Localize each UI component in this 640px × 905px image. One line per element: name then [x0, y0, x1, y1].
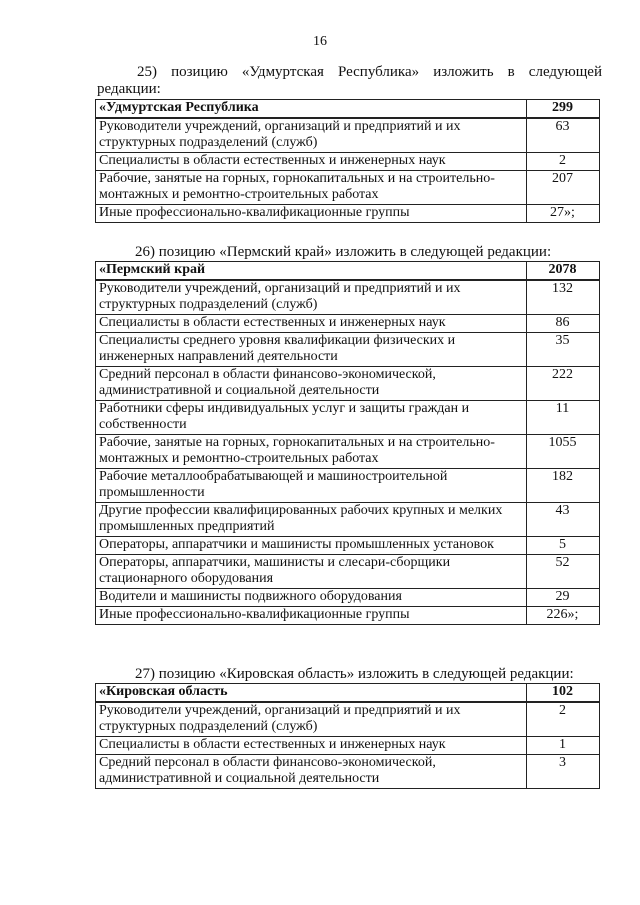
group-name-cell: Рабочие металлообрабатывающей и машиностроительной промышленности: [96, 469, 527, 503]
table-row: [96, 367, 600, 401]
group-count-cell: 86: [527, 315, 600, 333]
table-row: [96, 555, 600, 589]
group-count-cell: 226»;: [527, 607, 600, 625]
table-row: [96, 503, 600, 537]
section-25-table: [95, 99, 600, 223]
group-count-cell: 1: [527, 737, 600, 755]
table-row: [96, 315, 600, 333]
group-name-cell: Руководители учреждений, организаций и предприятий и их структурных подразделений (служб): [96, 280, 527, 315]
region-name-cell: «Кировская область: [96, 684, 527, 703]
group-name-cell: Иные профессионально-квалификационные группы: [96, 205, 527, 223]
region-name-cell: «Пермский край: [96, 262, 527, 281]
table-row: [96, 171, 600, 205]
table-row: [96, 401, 600, 435]
table-header-row: [96, 262, 600, 281]
table-row: [96, 607, 600, 625]
table-row: [96, 435, 600, 469]
group-count-cell: 29: [527, 589, 600, 607]
group-name-cell: Операторы, аппаратчики, машинисты и слесари-сборщики стационарного оборудования: [96, 555, 527, 589]
table-row: [96, 118, 600, 153]
group-count-cell: 27»;: [527, 205, 600, 223]
group-name-cell: Руководители учреждений, организаций и предприятий и их структурных подразделений (служб): [96, 118, 527, 153]
group-count-cell: 207: [527, 171, 600, 205]
section-26-intro: 26) позицию «Пермский край» изложить в следующей редакции:: [135, 244, 552, 260]
region-name-cell: «Удмуртская Республика: [96, 100, 527, 119]
table-row: [96, 333, 600, 367]
group-name-cell: Другие профессии квалифицированных рабочих крупных и мелких промышленных предприятий: [96, 503, 527, 537]
table-row: [96, 737, 600, 755]
group-name-cell: Специалисты в области естественных и инженерных наук: [96, 315, 527, 333]
section-27-intro: 27) позицию «Кировская область» изложить в следующей редакции:: [135, 666, 574, 682]
group-name-cell: Средний персонал в области финансово-экономической, административной и социальной деятельности: [96, 755, 527, 789]
group-count-cell: 43: [527, 503, 600, 537]
table-row: [96, 205, 600, 223]
region-total-cell: 299: [527, 100, 600, 119]
table-row: [96, 153, 600, 171]
group-count-cell: 52: [527, 555, 600, 589]
table-row: [96, 755, 600, 789]
page-number: 16: [313, 34, 327, 49]
group-count-cell: 222: [527, 367, 600, 401]
group-name-cell: Специалисты среднего уровня квалификации физических и инженерных направлений деятельности: [96, 333, 527, 367]
group-name-cell: Специалисты в области естественных и инженерных наук: [96, 153, 527, 171]
group-count-cell: 2: [527, 702, 600, 737]
region-total-cell: 102: [527, 684, 600, 703]
group-count-cell: 5: [527, 537, 600, 555]
group-name-cell: Средний персонал в области финансово-экономической, административной и социальной деятельности: [96, 367, 527, 401]
region-total-cell: 2078: [527, 262, 600, 281]
section-26-table: [95, 261, 600, 625]
group-count-cell: 2: [527, 153, 600, 171]
group-name-cell: Иные профессионально-квалификационные группы: [96, 607, 527, 625]
group-name-cell: Водители и машинисты подвижного оборудования: [96, 589, 527, 607]
group-name-cell: Рабочие, занятые на горных, горнокапитальных и на строительно-монтажных и ремонтно-строительных работах: [96, 435, 527, 469]
table-row: [96, 280, 600, 315]
group-name-cell: Руководители учреждений, организаций и предприятий и их структурных подразделений (служб): [96, 702, 527, 737]
group-count-cell: 132: [527, 280, 600, 315]
group-count-cell: 3: [527, 755, 600, 789]
table-row: [96, 702, 600, 737]
group-count-cell: 182: [527, 469, 600, 503]
group-name-cell: Специалисты в области естественных и инженерных наук: [96, 737, 527, 755]
group-name-cell: Рабочие, занятые на горных, горнокапитальных и на строительно-монтажных и ремонтно-строительных работах: [96, 171, 527, 205]
table-row: [96, 589, 600, 607]
table-header-row: [96, 684, 600, 703]
group-count-cell: 1055: [527, 435, 600, 469]
section-25-intro: 25) позицию «Удмуртская Республика» изложить в следующей редакции:: [97, 64, 602, 97]
table-header-row: [96, 100, 600, 119]
table-row: [96, 537, 600, 555]
group-count-cell: 63: [527, 118, 600, 153]
group-count-cell: 11: [527, 401, 600, 435]
group-name-cell: Операторы, аппаратчики и машинисты промышленных установок: [96, 537, 527, 555]
section-27-table: [95, 683, 600, 789]
group-count-cell: 35: [527, 333, 600, 367]
table-row: [96, 469, 600, 503]
group-name-cell: Работники сферы индивидуальных услуг и защиты граждан и собственности: [96, 401, 527, 435]
